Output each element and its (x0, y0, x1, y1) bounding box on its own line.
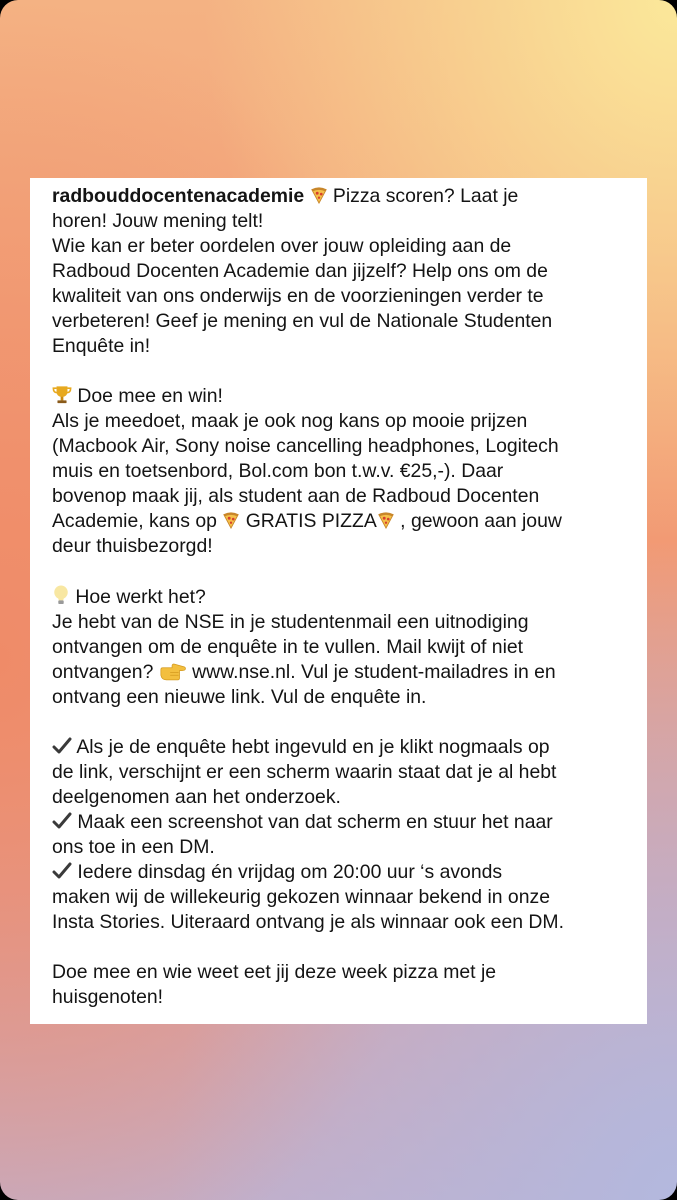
nse-link-text[interactable]: www.nse.nl. Vul je student-mailadres in en (186, 661, 556, 683)
win-heading-text: Doe mee en win! (72, 385, 223, 407)
win-heading (52, 384, 631, 409)
check-mark-icon (52, 736, 72, 756)
pointing-hand-icon (159, 662, 187, 681)
intro-line-2: horen! Jouw mening telt! (52, 210, 264, 232)
step-text: Iedere dinsdag én vrijdag om 20:00 uur ‘s avonds (72, 861, 503, 883)
text-segment: ontvangen? (52, 661, 159, 683)
spacer (52, 559, 631, 584)
pizza-icon (377, 511, 395, 529)
text-line: bovenop maak jij, als student aan de Radboud Docenten (52, 485, 540, 507)
text-segment: , gewoon aan jouw (394, 510, 562, 532)
step-2 (52, 810, 631, 835)
paragraph-steps (52, 735, 631, 935)
paragraph-opleiding (52, 234, 631, 359)
text-line: verbeteren! Geef je mening en vul de Nationale Studenten (52, 310, 553, 332)
step-3 (52, 860, 631, 885)
text-line: maken wij de willekeurig gekozen winnaar bekend in onze (52, 886, 550, 908)
text-line: (Macbook Air, Sony noise cancelling headphones, Logitech (52, 435, 559, 457)
username[interactable]: radbouddocentenacademie (52, 185, 305, 207)
step-text: Als je de enquête hebt ingevuld en je klikt nogmaals op (72, 736, 550, 758)
spacer (52, 935, 631, 960)
text-line: deelgenomen aan het onderzoek. (52, 786, 341, 808)
text-line: de link, verschijnt er een scherm waarin staat dat je al hebt (52, 761, 557, 783)
how-heading-text: Hoe werkt het? (70, 586, 206, 608)
check-mark-icon (52, 811, 72, 831)
spacer (52, 710, 631, 735)
text-line: Als je meedoet, maak je ook nog kans op mooie prijzen (52, 410, 528, 432)
pizza-icon (310, 186, 328, 204)
text-line: Radboud Docenten Academie dan jijzelf? Help ons om de (52, 260, 548, 282)
text-line: Je hebt van de NSE in je studentenmail een uitnodiging (52, 611, 529, 633)
text-line: ons toe in een DM. (52, 836, 215, 858)
trophy-icon (52, 384, 72, 405)
paragraph-win (52, 384, 631, 559)
intro-text-1: Pizza scoren? Laat je (327, 185, 519, 207)
text-line-pizza (52, 509, 631, 534)
text-line: Wie kan er beter oordelen over jouw opleiding aan de (52, 235, 512, 257)
step-1 (52, 735, 631, 760)
text-line: ontvangen om de enquête in te vullen. Mail kwijt of niet (52, 636, 524, 658)
text-line: Insta Stories. Uiteraard ontvang je als winnaar ook een DM. (52, 911, 564, 933)
spacer (52, 359, 631, 384)
text-segment: Academie, kans op (52, 510, 223, 532)
text-line: Enquête in! (52, 335, 151, 357)
pizza-icon (222, 511, 240, 529)
intro-paragraph (52, 184, 631, 234)
intro-line-1 (52, 184, 631, 209)
paragraph-how (52, 584, 631, 710)
text-segment: GRATIS PIZZA (240, 510, 377, 532)
text-line: ontvang een nieuwe link. Vul de enquête in. (52, 686, 427, 708)
text-line: muis en toetsenbord, Bol.com bon t.w.v. €25,-). Daar (52, 460, 504, 482)
lightbulb-icon (52, 584, 70, 606)
text-line: kwaliteit van ons onderwijs en de voorzieningen verder te (52, 285, 544, 307)
check-mark-icon (52, 861, 72, 881)
step-text: Maak een screenshot van dat scherm en stuur het naar (72, 811, 553, 833)
how-heading (52, 584, 631, 610)
text-line: huisgenoten! (52, 986, 164, 1008)
paragraph-closing (52, 960, 631, 1010)
post-caption-card (30, 178, 647, 1024)
text-line: Doe mee en wie weet eet jij deze week pizza met je (52, 961, 497, 983)
text-line: deur thuisbezorgd! (52, 535, 213, 557)
text-line-link (52, 660, 631, 685)
